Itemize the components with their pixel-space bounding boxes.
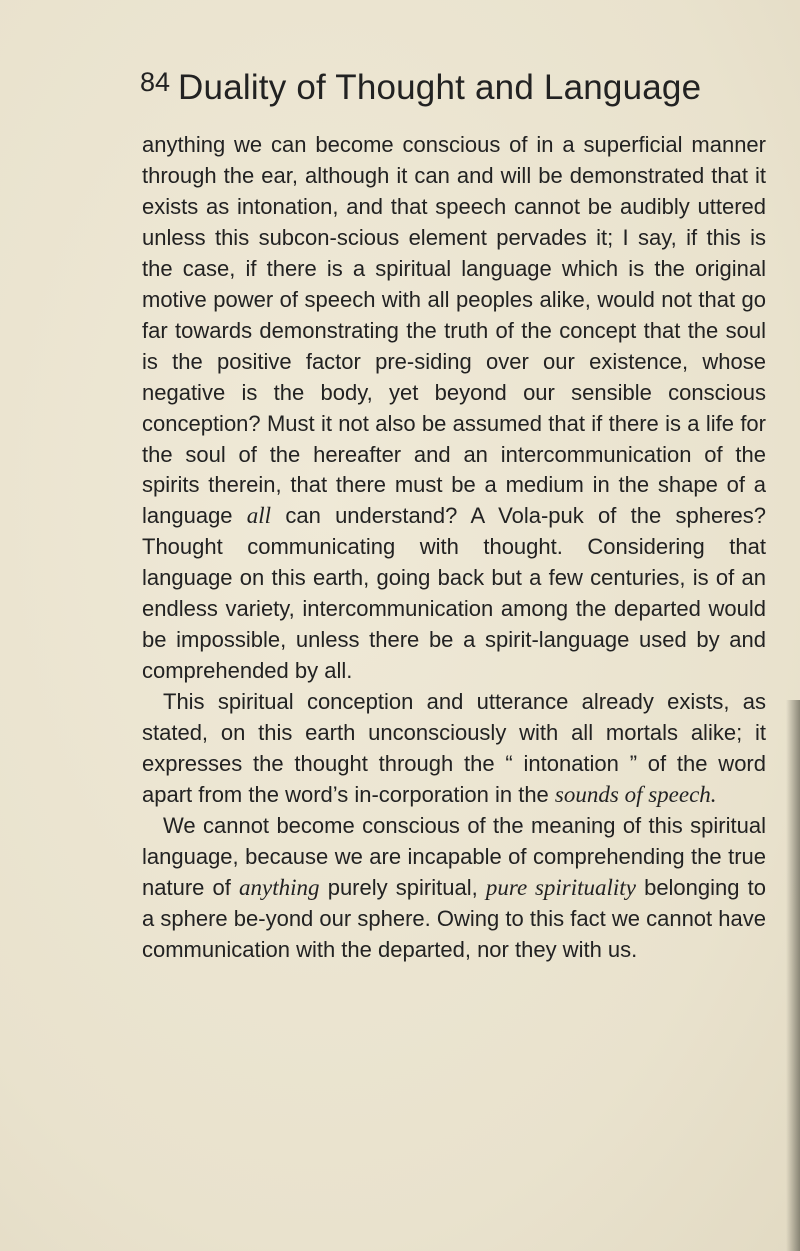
paragraph-2 <box>142 687 766 811</box>
paragraph-text: can understand? A Vola-puk of the spheres? Thought communicating with thought. Considering that language on this earth, going back but a few centuries, is of an endless variety, intercommunication among the departed would be impossible, unless there be a spirit-language used by and comprehended by all. <box>142 503 766 684</box>
paragraph-text: This spiritual conception and utterance already exists, as stated, on this earth unconsciously with all mortals alike; it expresses the thought through the “ intonation ” of the word apart from the word’s in-corporation in the <box>142 689 766 808</box>
paragraph-text: We cannot become conscious of the meaning of this spiritual language, because we are incapable of comprehending the true nature of <box>142 812 766 900</box>
paragraph-text: purely spiritual, <box>319 874 486 900</box>
italic-emphasis: pure spirituality <box>485 874 636 900</box>
paragraph-text: anything we can become conscious of in a superficial manner through the ear, although it can and will be demonstrated that it exists as intonation, and that speech cannot be audibly uttered unless this subcon-scious element pervades it; I say, if this is the case, if there is a spiritual language which is the original motive power of speech with all peoples alike, would not that go far towards demonstrating the truth of the concept that the soul is the positive factor pre-siding over our existence, whose negative is the body, yet beyond our sensible conscious conception? Must it not also be assumed that if there is a life for the soul of the hereafter and an intercommunication of the spirits therein, that there must be a medium in the shape of a language <box>142 132 766 529</box>
page-number: 84 <box>140 67 171 97</box>
body-text <box>142 130 766 966</box>
page-edge-shadow <box>786 700 800 1251</box>
italic-emphasis: anything <box>239 874 320 900</box>
paragraph-1 <box>142 130 766 687</box>
paragraph-text: belonging to a sphere be-yond our sphere. Owing to this fact we cannot have communication with the departed, nor they with us. <box>142 874 767 962</box>
paragraph-3 <box>142 811 766 966</box>
running-header <box>140 68 760 118</box>
running-title: Duality of Thought and Language <box>178 68 702 107</box>
italic-emphasis: all <box>246 503 272 529</box>
italic-emphasis: sounds of speech. <box>554 782 717 808</box>
